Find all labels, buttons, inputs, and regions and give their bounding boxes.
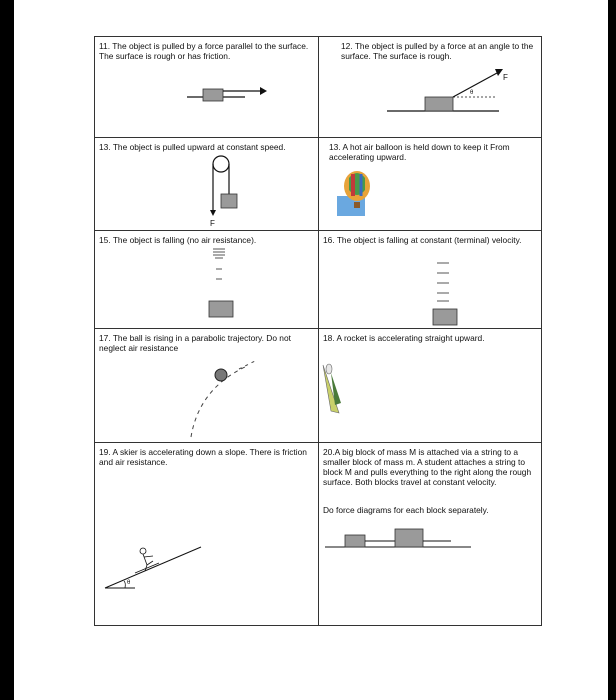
problem-13a-pulley-diagram <box>95 138 319 231</box>
problem-19-angle-label: θ <box>127 580 131 586</box>
left-dark-border <box>0 0 14 700</box>
problem-12-diagram <box>319 37 541 137</box>
problem-20-cell <box>319 443 541 626</box>
problem-13a-text: 13. The object is pulled upward at constant speed. <box>99 142 286 152</box>
problem-grid <box>94 36 542 626</box>
problem-15-text: 15. The object is falling (no air resistance). <box>99 235 257 245</box>
problem-15-diagram <box>95 231 319 329</box>
hot-air-balloon-icon <box>319 138 541 231</box>
document-page <box>14 0 608 700</box>
grid-row-2 <box>95 137 541 231</box>
problem-12-text: 12. The object is pulled by a force at an angle to the surface. The surface is rough. <box>341 41 534 61</box>
rocket-icon <box>319 329 541 443</box>
problem-12-angle-label: θ <box>470 90 474 96</box>
problem-16-cell <box>319 231 541 329</box>
problem-12-cell <box>319 37 541 137</box>
problem-17-cell <box>95 329 319 443</box>
grid-row-1 <box>95 37 541 137</box>
problem-20-text: 20.A big block of mass M is attached via a string to a smaller block of mass m. A student attaches a string to block M and pulls everything to the right along the rough surface. Both blocks travel at constant velocity. <box>323 447 532 487</box>
problem-13a-cell <box>95 138 319 231</box>
problem-18-cell <box>319 329 541 443</box>
problem-17-trajectory-diagram <box>95 329 319 443</box>
problem-15-cell <box>95 231 319 329</box>
problem-11-diagram <box>95 37 319 137</box>
problem-12-force-label: F <box>503 73 508 82</box>
problem-19-cell <box>95 443 319 626</box>
right-dark-border <box>608 0 616 700</box>
problem-17-text: 17. The ball is rising in a parabolic trajectory. Do not neglect air resistance <box>99 333 291 353</box>
problem-20-instruction: Do force diagrams for each block separately. <box>323 505 489 515</box>
problem-13b-cell <box>319 138 541 231</box>
problem-20-blocks-diagram <box>319 443 541 626</box>
problem-13b-text: 13. A hot air balloon is held down to keep it From accelerating upward. <box>329 142 510 162</box>
problem-13a-force-label: F <box>210 219 215 228</box>
problem-16-text: 16. The object is falling at constant (terminal) velocity. <box>323 235 522 245</box>
grid-row-5 <box>95 442 541 626</box>
grid-row-4 <box>95 328 541 443</box>
problem-11-text: 11. The object is pulled by a force parallel to the surface. The surface is rough or has friction. <box>99 41 309 61</box>
problem-11-cell <box>95 37 319 137</box>
skier-on-slope-diagram <box>95 443 319 626</box>
problem-19-text: 19. A skier is accelerating down a slope. There is friction and air resistance. <box>99 447 307 467</box>
problem-18-text: 18. A rocket is accelerating straight upward. <box>323 333 485 343</box>
grid-row-3 <box>95 230 541 329</box>
problem-16-diagram <box>319 231 541 329</box>
